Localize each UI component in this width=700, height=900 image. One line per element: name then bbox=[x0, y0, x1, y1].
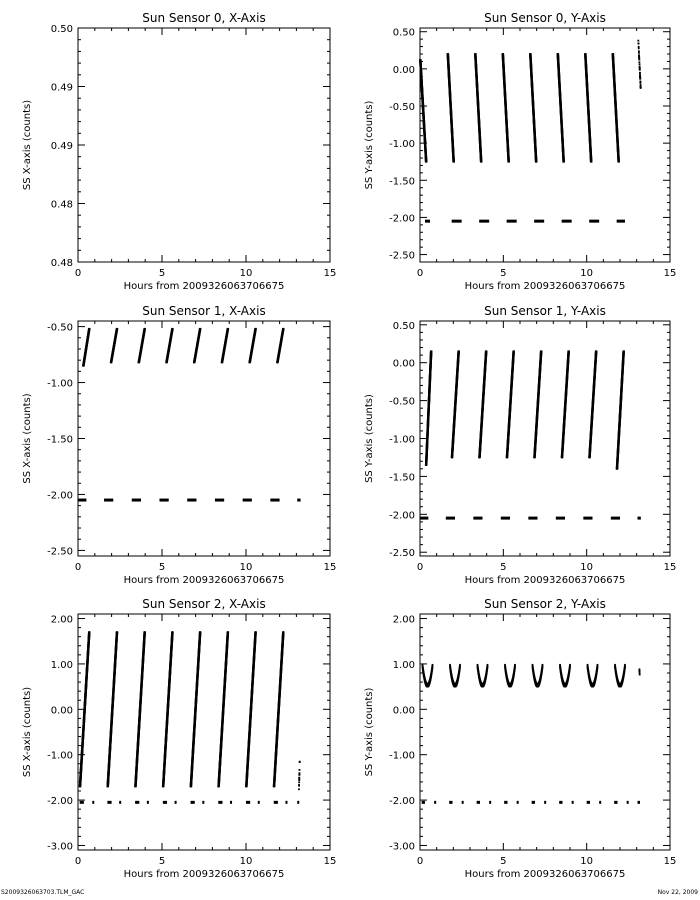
chart-panel-3 bbox=[364, 304, 676, 586]
plot-frame bbox=[78, 321, 330, 556]
x-axis-label: Hours from 2009326063706675 bbox=[464, 575, 626, 586]
x-tick-label: 10 bbox=[239, 562, 253, 573]
data-point bbox=[200, 328, 202, 330]
y-tick-label: 0.48 bbox=[50, 199, 73, 211]
level-dash bbox=[187, 499, 196, 502]
x-axis-label: Hours from 2009326063706675 bbox=[464, 281, 626, 292]
plot-frame bbox=[78, 28, 330, 262]
data-point bbox=[431, 350, 433, 352]
data-point bbox=[486, 350, 488, 352]
data-point bbox=[638, 47, 640, 49]
y-tick-label: 0.00 bbox=[392, 358, 415, 370]
data-point bbox=[508, 161, 510, 163]
x-tick-label: 0 bbox=[416, 562, 424, 573]
data-point bbox=[426, 161, 428, 163]
x-tick-label: 15 bbox=[663, 268, 677, 279]
y-tick-label: 0.00 bbox=[392, 64, 415, 76]
y-tick-label: 0.50 bbox=[50, 24, 73, 35]
y-tick-label: -2.50 bbox=[389, 250, 415, 262]
data-point bbox=[640, 87, 642, 89]
data-point bbox=[639, 75, 641, 77]
chart-title: Sun Sensor 0, X-Axis bbox=[142, 11, 266, 25]
data-point bbox=[638, 59, 640, 61]
data-point bbox=[638, 52, 640, 54]
level-dash bbox=[159, 499, 168, 502]
data-point bbox=[638, 50, 640, 52]
level-dash bbox=[78, 499, 86, 502]
level-dash bbox=[589, 220, 599, 223]
data-point bbox=[513, 350, 515, 352]
data-point bbox=[639, 63, 641, 65]
y-tick-label: -2.50 bbox=[47, 546, 73, 558]
level-dash bbox=[104, 499, 113, 502]
y-tick-label: -0.50 bbox=[47, 322, 73, 334]
chart-title: Sun Sensor 0, Y-Axis bbox=[484, 11, 606, 25]
x-tick-label: 10 bbox=[239, 268, 253, 279]
data-point bbox=[227, 328, 229, 330]
data-point bbox=[283, 328, 285, 330]
data-series bbox=[420, 350, 641, 519]
data-point bbox=[591, 161, 593, 163]
x-axis-label: Hours from 2009326063706675 bbox=[123, 281, 285, 292]
data-point bbox=[638, 43, 640, 45]
data-series bbox=[78, 328, 301, 502]
data-point bbox=[618, 161, 620, 163]
data-point bbox=[144, 328, 146, 330]
y-tick-label: -2.50 bbox=[389, 548, 415, 560]
y-tick-label: -1.50 bbox=[389, 472, 415, 484]
data-series bbox=[419, 40, 641, 223]
y-tick-label: -1.00 bbox=[389, 139, 415, 151]
y-tick-label: -2.00 bbox=[389, 510, 415, 522]
level-dash bbox=[507, 220, 517, 223]
level-dash bbox=[132, 499, 141, 502]
chart-panel-1 bbox=[364, 11, 676, 292]
level-dash bbox=[452, 220, 462, 223]
x-tick-label: 15 bbox=[323, 268, 337, 279]
y-tick-label: 0.50 bbox=[392, 27, 415, 39]
y-axis-label: SS X-axis (counts) bbox=[22, 393, 33, 484]
y-tick-label: -1.00 bbox=[47, 378, 73, 390]
level-dash bbox=[534, 220, 544, 223]
y-tick-label: 0.49 bbox=[50, 141, 73, 152]
data-point bbox=[481, 161, 483, 163]
data-point bbox=[639, 68, 641, 70]
data-point bbox=[638, 57, 640, 59]
x-tick-label: 5 bbox=[500, 562, 507, 573]
y-tick-label: -1.00 bbox=[389, 434, 415, 446]
y-tick-label: -2.00 bbox=[389, 213, 415, 225]
y-axis-label: SS Y-axis (counts) bbox=[364, 394, 375, 483]
y-tick-label: -0.50 bbox=[389, 396, 415, 408]
y-tick-label: 0.50 bbox=[392, 320, 415, 332]
data-point bbox=[638, 55, 640, 57]
data-point bbox=[172, 328, 174, 330]
level-dash bbox=[270, 499, 279, 502]
x-tick-label: 0 bbox=[416, 268, 424, 279]
data-point bbox=[563, 161, 565, 163]
y-tick-label: -2.00 bbox=[47, 490, 73, 502]
chart-panel-2 bbox=[22, 304, 336, 586]
y-tick-label: -1.50 bbox=[389, 176, 415, 188]
x-tick-label: 0 bbox=[74, 562, 82, 573]
data-point bbox=[536, 161, 538, 163]
y-axis-label: SS Y-axis (counts) bbox=[364, 100, 375, 190]
data-point bbox=[255, 328, 257, 330]
chart-panel-0 bbox=[22, 11, 336, 292]
plot-frame bbox=[420, 28, 670, 262]
level-dash bbox=[297, 499, 300, 502]
chart-title: Sun Sensor 1, X-Axis bbox=[142, 304, 266, 318]
x-tick-label: 5 bbox=[500, 268, 507, 279]
level-dash bbox=[215, 499, 224, 502]
level-dash bbox=[562, 220, 572, 223]
data-point bbox=[639, 66, 641, 68]
x-tick-label: 10 bbox=[580, 268, 594, 279]
data-point bbox=[639, 72, 641, 74]
data-point bbox=[640, 84, 642, 86]
data-point bbox=[637, 40, 639, 42]
x-tick-label: 5 bbox=[158, 268, 166, 279]
y-tick-label: -0.50 bbox=[389, 102, 415, 113]
y-tick-label: 0.49 bbox=[50, 82, 73, 94]
x-tick-label: 10 bbox=[580, 562, 594, 573]
x-tick-label: 15 bbox=[323, 562, 337, 573]
data-point bbox=[640, 82, 642, 84]
level-dash bbox=[243, 499, 252, 502]
level-dash bbox=[425, 220, 430, 223]
y-tick-label: -1.50 bbox=[47, 434, 73, 446]
x-tick-label: 5 bbox=[158, 562, 166, 573]
data-point bbox=[116, 328, 118, 330]
data-point bbox=[458, 350, 460, 352]
x-axis-label: Hours from 2009326063706675 bbox=[123, 575, 285, 586]
data-point bbox=[639, 61, 641, 63]
data-point bbox=[89, 328, 91, 330]
y-tick-label: 0.48 bbox=[50, 258, 73, 269]
data-point bbox=[453, 161, 455, 163]
x-tick-label: 0 bbox=[74, 268, 82, 279]
level-dash bbox=[617, 220, 625, 223]
level-dash bbox=[479, 220, 489, 223]
data-point bbox=[639, 77, 641, 79]
x-tick-label: 15 bbox=[663, 562, 677, 573]
y-axis-label: SS X-axis (counts) bbox=[22, 99, 33, 191]
chart-title: Sun Sensor 1, Y-Axis bbox=[484, 304, 606, 318]
